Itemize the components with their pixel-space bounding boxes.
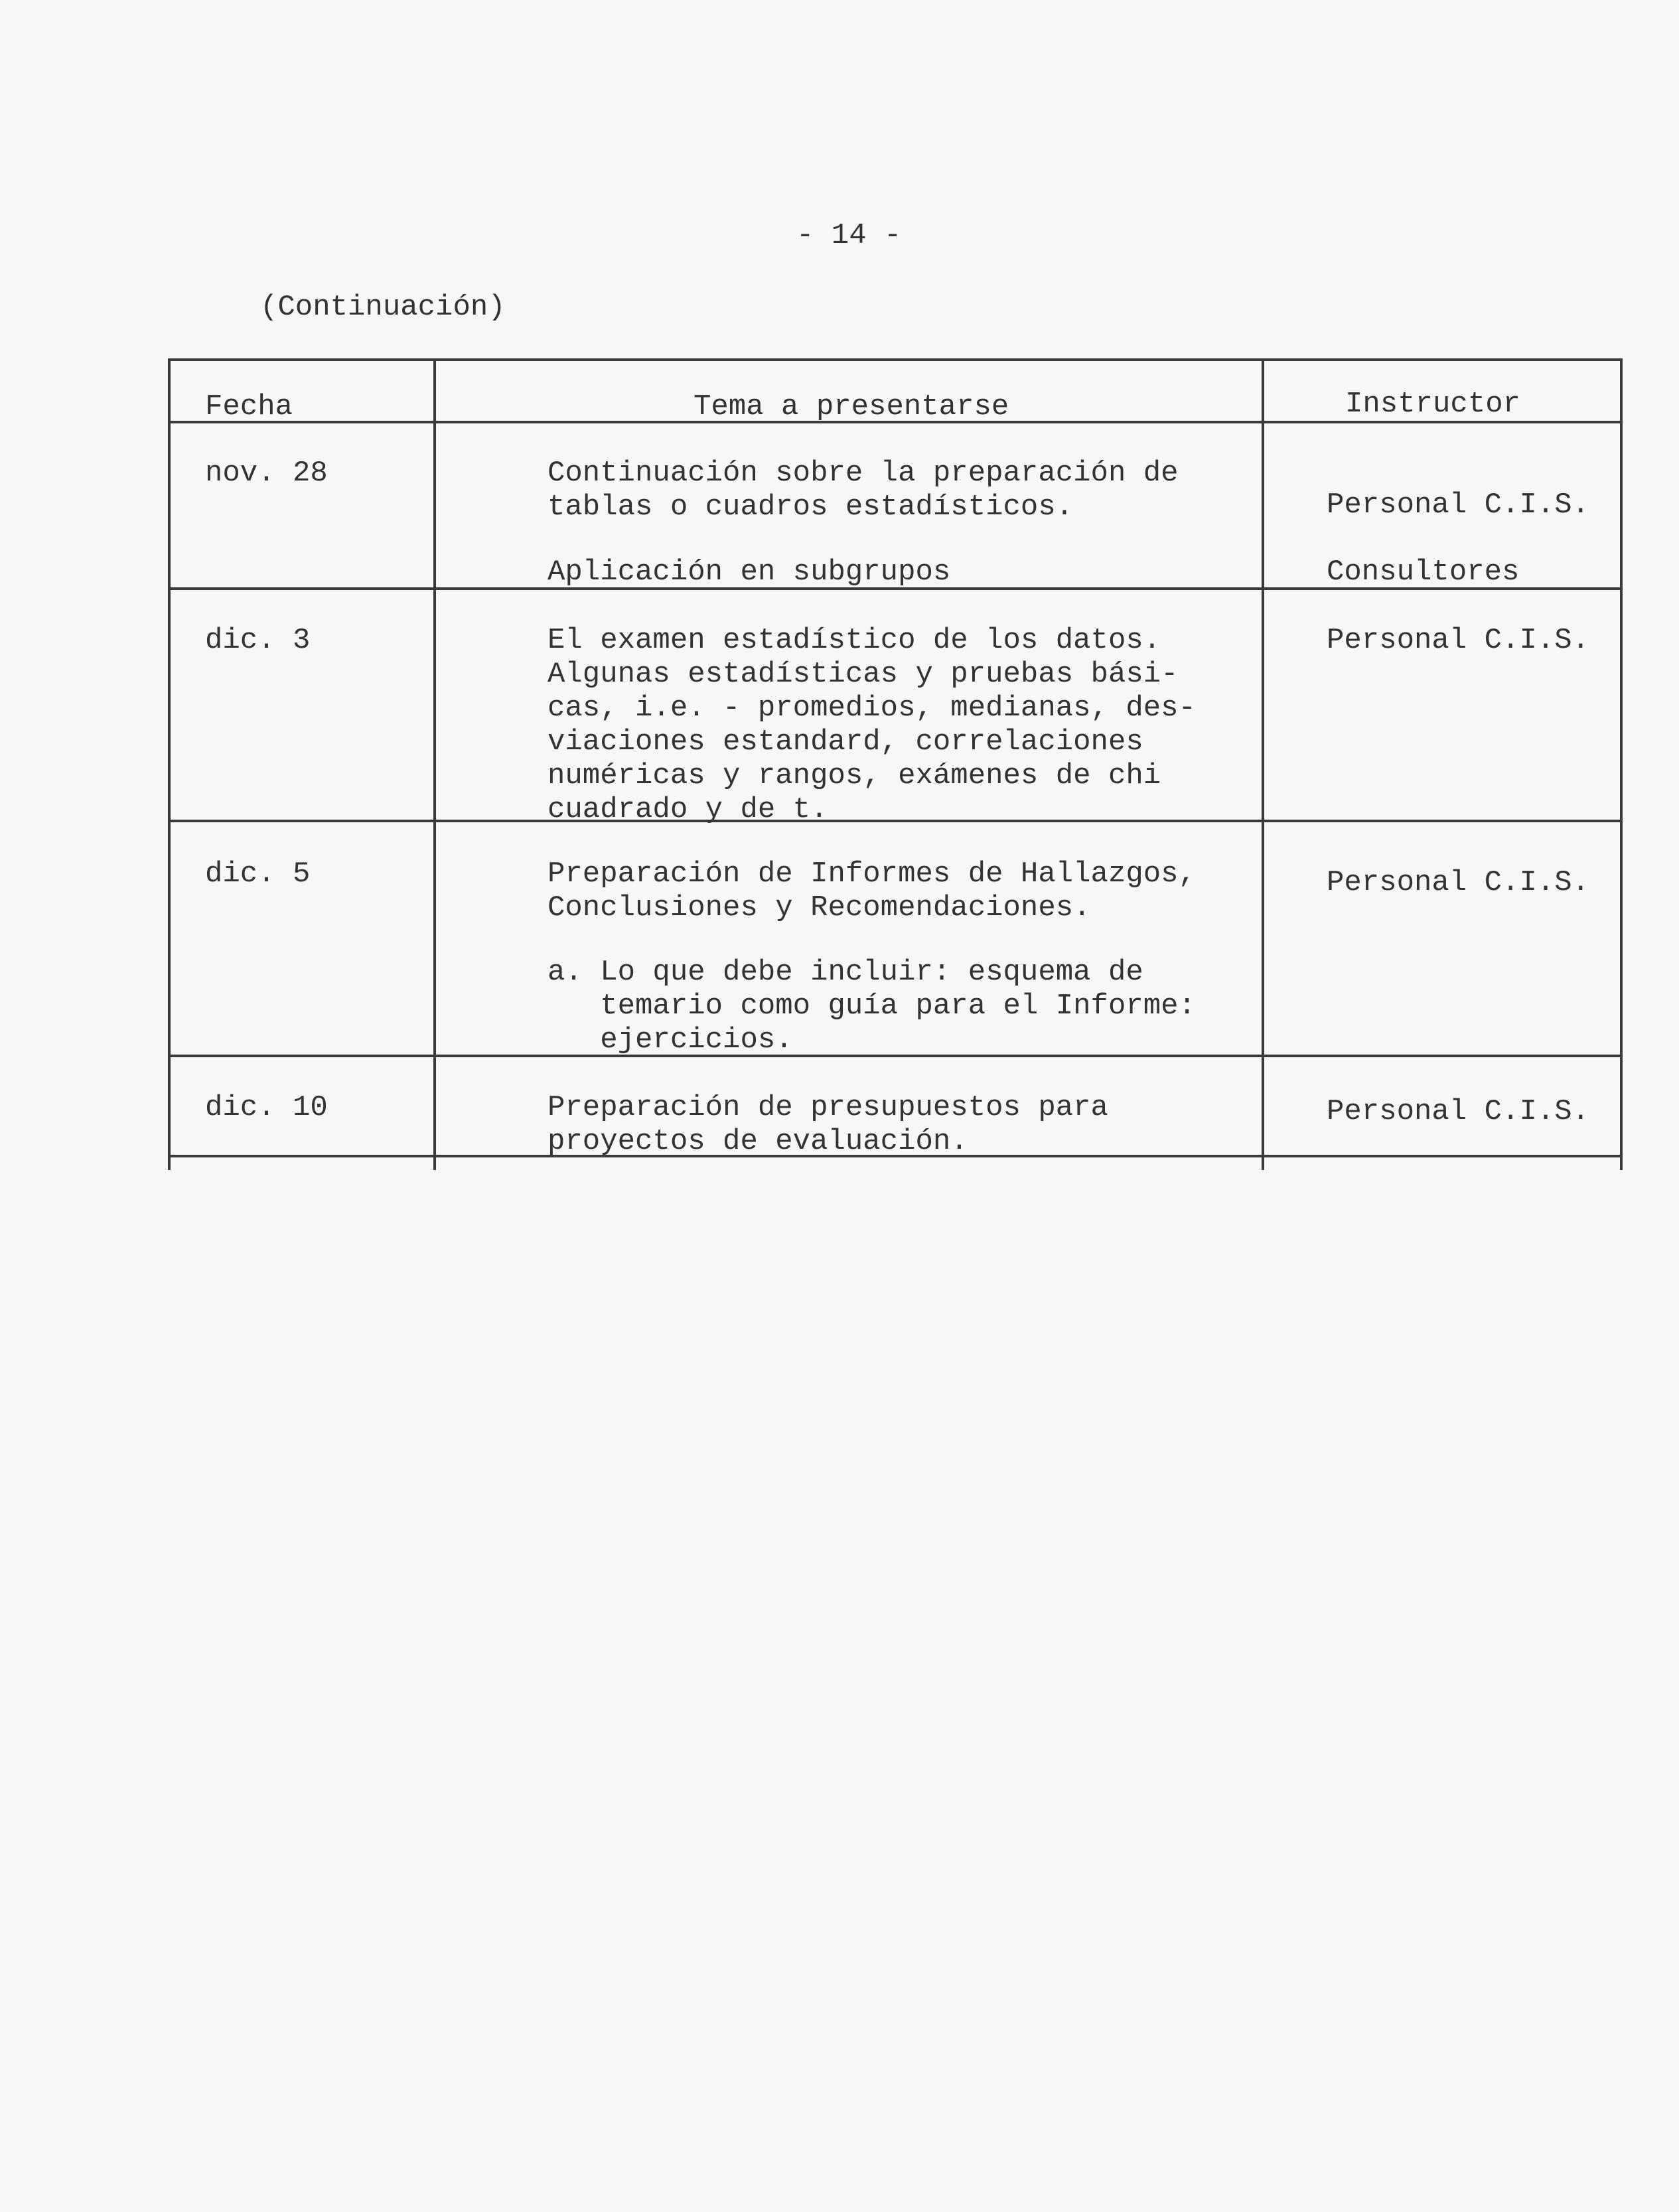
row-2-tema-line-4: viaciones estandard, correlaciones [548,725,1143,759]
row-2-tema-line-6: cuadrado y de t. [548,793,828,826]
row-4-tema [548,1091,1108,1159]
row-1-fecha: nov. 28 [205,457,328,490]
row-1-instructor-extra: Consultores [1327,555,1520,589]
row-3-sub-line-3: ejercicios. [548,1023,793,1057]
row-3-tema-line-2: Conclusiones y Recomendaciones. [548,891,1091,924]
header-tema: Tema a presentarse [694,390,1009,423]
table-right-border [1620,358,1623,1170]
table-top-border [168,358,1623,361]
row-2-tema [548,624,1196,827]
row-3-fecha: dic. 5 [205,857,311,891]
row-1-tema-extra: Aplicación en subgrupos [548,555,951,589]
row-2-fecha: dic. 3 [205,624,311,657]
row-3-instructor: Personal C.I.S. [1327,866,1590,899]
row-2-tema-line-1: El examen estadístico de los datos. [548,624,1161,657]
row-1-instructor: Personal C.I.S. [1327,488,1590,522]
row-1-tema-line-1: Continuación sobre la preparación de [548,457,1179,490]
column-divider-1 [433,358,436,1170]
row-2-tema-line-2: Algunas estadísticas y pruebas bási- [548,658,1179,691]
table-left-border [168,358,171,1170]
row-3-sub-line-1: a. Lo que debe incluir: esquema de [548,956,1143,989]
row-2-instructor: Personal C.I.S. [1327,624,1590,657]
row-3-tema-sublist [548,956,1196,1057]
row-4-instructor: Personal C.I.S. [1327,1095,1590,1128]
row-3-tema-line-1: Preparación de Informes de Hallazgos, [548,857,1196,891]
row-1-tema [548,457,1179,524]
row-3-tema [548,857,1196,925]
page-number: - 14 - [796,219,902,252]
schedule-table [168,358,1623,1170]
row-1-tema-line-2: tablas o cuadros estadísticos. [548,490,1074,524]
header-instructor: Instructor [1345,388,1521,421]
row-2-tema-line-3: cas, i.e. - promedios, medianas, des- [548,692,1196,725]
row-3-sub-line-2: temario como guía para el Informe: [548,990,1196,1023]
row-4-fecha: dic. 10 [205,1091,328,1124]
continuation-label: (Continuación) [260,291,506,324]
row-2-tema-line-5: numéricas y rangos, exámenes de chi [548,759,1161,792]
row-4-tema-line-1: Preparación de presupuestos para [548,1091,1108,1124]
row-4-tema-line-2: proyectos de evaluación. [548,1125,968,1158]
header-fecha: Fecha [205,390,293,423]
column-divider-2 [1262,358,1264,1170]
